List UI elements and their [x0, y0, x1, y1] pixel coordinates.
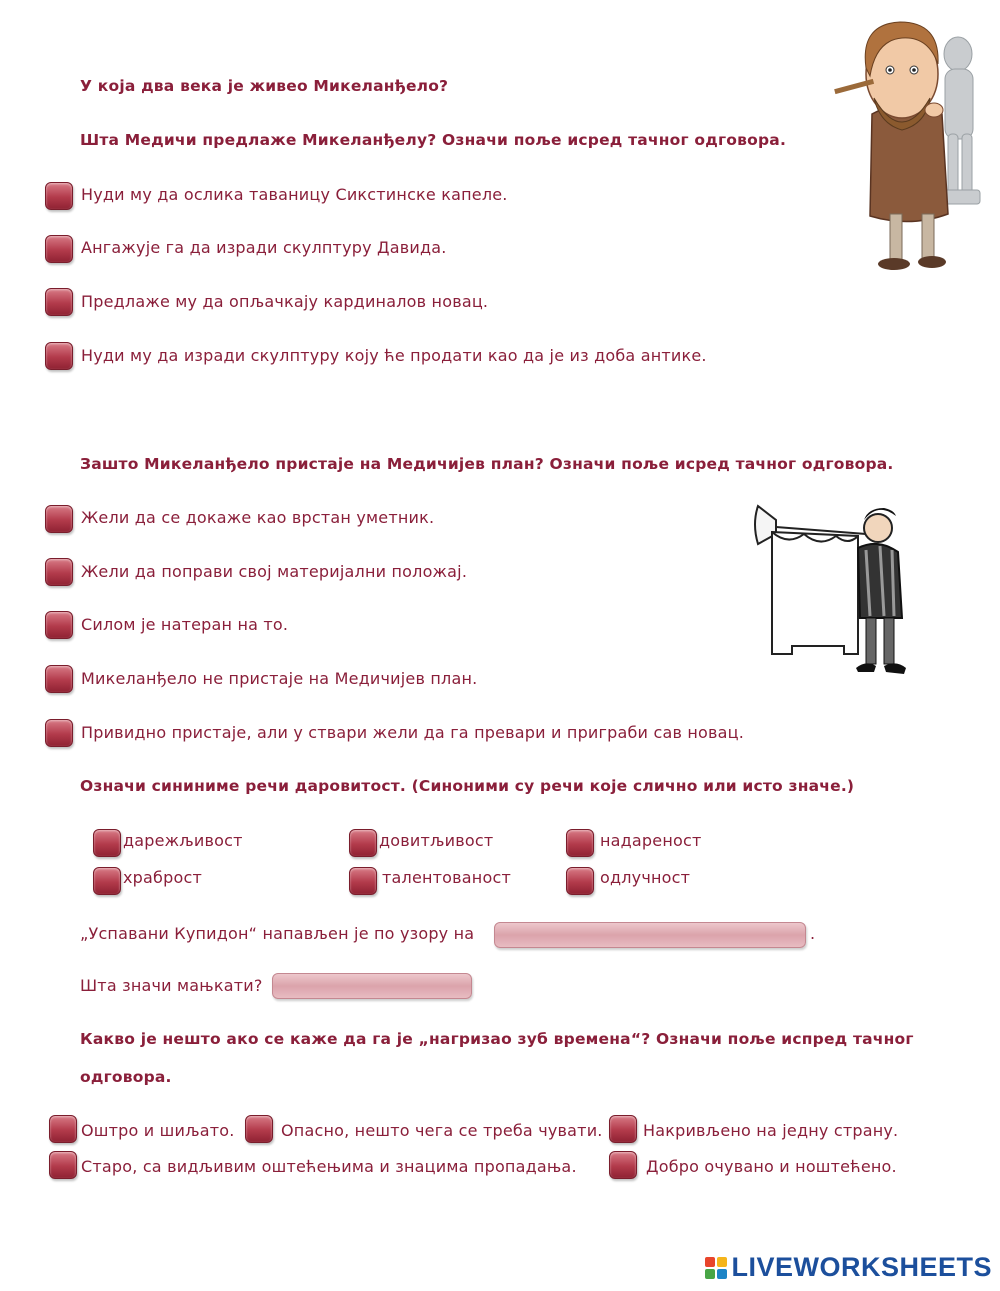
- q2-option-4-label: Нуди му да изради скулптуру коју ће продати као да је из доба антике.: [81, 346, 707, 365]
- q3-option-2-checkbox[interactable]: [45, 558, 73, 586]
- q2-option-2-label: Ангажује га да изради скулптуру Давида.: [81, 238, 447, 257]
- q2-option-1-label: Нуди му да ослика таваницу Сикстинске капеле.: [81, 185, 508, 204]
- q4-option-1-label: дарежљивост: [123, 831, 243, 850]
- q7-option-1-checkbox[interactable]: [49, 1115, 77, 1143]
- q4-option-2-checkbox[interactable]: [349, 829, 377, 857]
- q4-option-2-label: довитљивост: [379, 831, 494, 850]
- q5-end-punctuation: .: [810, 924, 816, 943]
- q4-option-5-checkbox[interactable]: [349, 867, 377, 895]
- q7-option-5-label: Добро очувано и ноштећено.: [646, 1157, 897, 1176]
- q3-option-1-checkbox[interactable]: [45, 505, 73, 533]
- logo-mark-icon: [705, 1257, 727, 1279]
- q3-option-2-label: Жели да поправи свој материјални положај.: [81, 562, 468, 581]
- question-1: У која два века је живео Микеланђело?: [80, 77, 449, 95]
- q3-option-4-label: Микеланђело не пристаје на Медичијев план.: [81, 669, 478, 688]
- q7-option-5-checkbox[interactable]: [609, 1151, 637, 1179]
- q7-option-4-label: Старо, са видљивим оштећењима и знацима пропадања.: [81, 1157, 577, 1176]
- question-7-line-2: одговора.: [80, 1068, 172, 1086]
- q4-option-3-checkbox[interactable]: [566, 829, 594, 857]
- q3-option-4-checkbox[interactable]: [45, 665, 73, 693]
- q7-option-3-label: Накривљено на једну страну.: [643, 1121, 899, 1140]
- q2-option-2-checkbox[interactable]: [45, 235, 73, 263]
- q2-option-4-checkbox[interactable]: [45, 342, 73, 370]
- q3-option-3-checkbox[interactable]: [45, 611, 73, 639]
- q4-option-3-label: надареност: [600, 831, 702, 850]
- q4-option-5-label: талентованост: [382, 868, 511, 887]
- question-3: Зашто Микеланђело пристаје на Медичијев план? Означи поље исред тачног одговора.: [80, 455, 894, 473]
- logo-text: LIVEWORKSHEETS: [731, 1252, 992, 1282]
- michelangelo-illustration: [830, 14, 990, 276]
- q7-option-3-checkbox[interactable]: [609, 1115, 637, 1143]
- q3-option-1-label: Жели да се докаже као врстан уметник.: [81, 508, 435, 527]
- q6-answer-field[interactable]: [272, 973, 472, 999]
- q2-option-3-label: Предлаже му да опљачкају кардиналов новац.: [81, 292, 489, 311]
- q4-option-4-label: храброст: [123, 868, 202, 887]
- q3-option-3-label: Силом је натеран на то.: [81, 615, 289, 634]
- q7-option-1-label: Оштро и шиљато.: [81, 1121, 235, 1140]
- herald-illustration: [748, 500, 928, 680]
- q3-option-5-checkbox[interactable]: [45, 719, 73, 747]
- q4-option-4-checkbox[interactable]: [93, 867, 121, 895]
- question-4: Означи сининиме речи даровитост. (Синоними су речи које слично или исто значе.): [80, 777, 855, 795]
- q2-option-1-checkbox[interactable]: [45, 182, 73, 210]
- q4-option-1-checkbox[interactable]: [93, 829, 121, 857]
- q3-option-5-label: Привидно пристаје, али у ствари жели да га превари и приграби сав новац.: [81, 723, 745, 742]
- liveworksheets-logo: [705, 1252, 992, 1283]
- q4-option-6-label: одлучност: [600, 868, 691, 887]
- q7-option-2-label: Опасно, нешто чега се треба чувати.: [281, 1121, 603, 1140]
- q5-answer-field[interactable]: [494, 922, 806, 948]
- question-5: „Успавани Купидон“ напављен је по узору на: [80, 924, 475, 943]
- q7-option-4-checkbox[interactable]: [49, 1151, 77, 1179]
- question-7-line-1: Какво је нешто ако се каже да га је „нагризао зуб времена“? Означи поље испред тачног: [80, 1030, 914, 1048]
- question-2: Шта Медичи предлаже Микеланђелу? Означи поље исред тачног одговора.: [80, 131, 787, 149]
- q7-option-2-checkbox[interactable]: [245, 1115, 273, 1143]
- question-6: Шта значи мањкати?: [80, 976, 263, 995]
- q2-option-3-checkbox[interactable]: [45, 288, 73, 316]
- q4-option-6-checkbox[interactable]: [566, 867, 594, 895]
